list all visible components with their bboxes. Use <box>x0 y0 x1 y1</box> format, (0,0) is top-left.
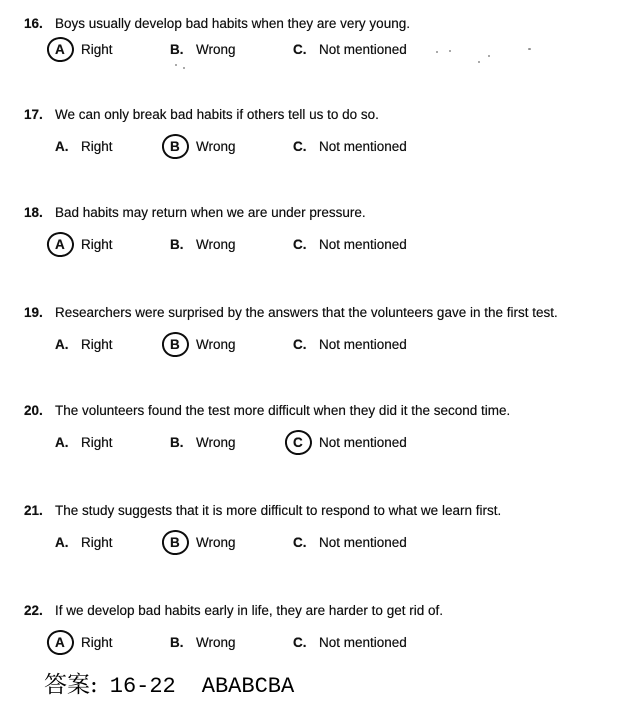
scan-speck <box>488 55 490 57</box>
option-letter-dot: . <box>302 336 307 352</box>
option-b <box>170 237 293 252</box>
option-row <box>0 630 620 654</box>
option-label: Wrong <box>196 434 236 450</box>
option-letter-box <box>55 337 81 352</box>
option-letter: B <box>170 236 180 252</box>
option-letter-box <box>293 237 319 252</box>
option-label: Wrong <box>196 336 236 352</box>
option-letter-box <box>170 435 196 450</box>
option-label: Wrong <box>196 236 236 252</box>
option-b <box>170 337 293 352</box>
option-label: Wrong <box>196 41 236 57</box>
option-letter-dot: . <box>179 434 184 450</box>
question-number: 20. <box>24 403 43 418</box>
option-a <box>55 42 170 57</box>
option-letter-dot: . <box>64 434 69 450</box>
option-letter-box <box>55 435 81 450</box>
scan-speck <box>449 50 451 52</box>
option-label: Right <box>81 236 113 252</box>
option-letter-box <box>55 139 81 154</box>
option-letter: A <box>55 634 65 650</box>
question-block <box>0 303 620 356</box>
option-row <box>0 232 620 256</box>
option-letter: B <box>170 634 180 650</box>
question-title <box>0 203 620 222</box>
question-title <box>0 501 620 520</box>
option-letter-box <box>293 435 319 450</box>
question-block <box>0 105 620 158</box>
question-number: 22. <box>24 603 43 618</box>
option-label: Right <box>81 634 113 650</box>
option-letter-dot: . <box>179 236 184 252</box>
option-letter-dot: . <box>302 236 307 252</box>
option-letter: B <box>170 534 180 550</box>
option-letter-dot: . <box>64 138 69 154</box>
option-row <box>0 37 620 61</box>
option-a <box>55 635 170 650</box>
option-letter: C <box>293 41 303 57</box>
question-text: The study suggests that it is more difficult to respond to what we learn first. <box>55 503 502 518</box>
scan-speck <box>528 48 531 50</box>
option-letter-box <box>55 237 81 252</box>
option-c <box>293 435 620 450</box>
option-c <box>293 535 620 550</box>
answer-prefix-label: 答案: <box>44 672 98 698</box>
option-letter-box <box>170 139 196 154</box>
option-label: Right <box>81 138 113 154</box>
scan-speck <box>183 67 185 69</box>
option-letter-box <box>170 237 196 252</box>
option-label: Right <box>81 336 113 352</box>
option-label: Not mentioned <box>319 236 407 252</box>
question-number: 18. <box>24 205 43 220</box>
question-title <box>0 303 620 322</box>
option-row <box>0 530 620 554</box>
answer-key-letters: ABABCBA <box>201 674 295 699</box>
question-block <box>0 401 620 454</box>
option-a <box>55 435 170 450</box>
answer-line <box>44 666 294 699</box>
option-letter-dot: . <box>302 534 307 550</box>
option-label: Right <box>81 434 113 450</box>
option-letter-box <box>55 535 81 550</box>
question-number: 16. <box>24 16 43 31</box>
option-label: Not mentioned <box>319 138 407 154</box>
option-label: Not mentioned <box>319 434 407 450</box>
option-letter-dot: . <box>179 41 184 57</box>
option-letter-box <box>170 635 196 650</box>
option-letter-dot: . <box>302 138 307 154</box>
option-letter-dot: . <box>179 634 184 650</box>
question-number: 21. <box>24 503 43 518</box>
option-letter-box <box>293 337 319 352</box>
option-letter-box <box>170 42 196 57</box>
option-label: Not mentioned <box>319 41 407 57</box>
scan-speck <box>436 51 438 53</box>
option-letter-box <box>170 535 196 550</box>
option-letter: B <box>170 434 180 450</box>
question-title <box>0 401 620 420</box>
option-a <box>55 337 170 352</box>
option-letter-box <box>293 139 319 154</box>
option-b <box>170 635 293 650</box>
option-b <box>170 435 293 450</box>
option-c <box>293 337 620 352</box>
option-c <box>293 635 620 650</box>
option-letter: C <box>293 434 303 450</box>
question-block <box>0 14 620 61</box>
option-a <box>55 535 170 550</box>
option-a <box>55 237 170 252</box>
option-b <box>170 535 293 550</box>
option-letter-dot: . <box>302 634 307 650</box>
question-block <box>0 501 620 554</box>
option-letter: A <box>55 336 65 352</box>
option-letter: A <box>55 138 65 154</box>
option-label: Wrong <box>196 138 236 154</box>
option-letter-dot: . <box>64 534 69 550</box>
option-row <box>0 134 620 158</box>
option-c <box>293 139 620 154</box>
option-letter: C <box>293 236 303 252</box>
question-number: 17. <box>24 107 43 122</box>
question-title <box>0 14 620 33</box>
option-label: Wrong <box>196 534 236 550</box>
option-c <box>293 237 620 252</box>
option-a <box>55 139 170 154</box>
question-text: We can only break bad habits if others tell us to do so. <box>55 107 379 122</box>
question-text: Bad habits may return when we are under pressure. <box>55 205 366 220</box>
option-letter: C <box>293 138 303 154</box>
option-label: Not mentioned <box>319 634 407 650</box>
question-text: Boys usually develop bad habits when they are very young. <box>55 16 410 31</box>
option-label: Right <box>81 534 113 550</box>
question-text: The volunteers found the test more difficult when they did it the second time. <box>55 403 511 418</box>
question-title <box>0 105 620 124</box>
option-letter-box <box>293 42 319 57</box>
question-text: If we develop bad habits early in life, they are harder to get rid of. <box>55 603 443 618</box>
option-letter-box <box>293 635 319 650</box>
option-label: Not mentioned <box>319 336 407 352</box>
option-letter: A <box>55 534 65 550</box>
option-letter-dot: . <box>64 336 69 352</box>
option-row <box>0 430 620 454</box>
option-label: Right <box>81 41 113 57</box>
option-letter: A <box>55 236 65 252</box>
scan-speck <box>478 61 480 63</box>
option-letter-box <box>55 42 81 57</box>
question-text: Researchers were surprised by the answers that the volunteers gave in the first test. <box>55 305 558 320</box>
question-block <box>0 203 620 256</box>
answer-question-range: 16-22 <box>109 674 176 699</box>
option-label: Wrong <box>196 634 236 650</box>
option-letter: B <box>170 336 180 352</box>
option-letter-box <box>293 535 319 550</box>
option-b <box>170 42 293 57</box>
scan-speck <box>175 64 177 66</box>
option-letter: C <box>293 534 303 550</box>
option-letter: A <box>55 41 65 57</box>
option-letter: A <box>55 434 65 450</box>
option-letter: B <box>170 138 180 154</box>
option-letter: B <box>170 41 180 57</box>
option-letter-box <box>55 635 81 650</box>
question-title <box>0 601 620 620</box>
option-label: Not mentioned <box>319 534 407 550</box>
option-letter-dot: . <box>302 41 307 57</box>
option-letter: C <box>293 634 303 650</box>
option-b <box>170 139 293 154</box>
option-letter: C <box>293 336 303 352</box>
option-letter-box <box>170 337 196 352</box>
question-number: 19. <box>24 305 43 320</box>
question-block <box>0 601 620 654</box>
option-row <box>0 332 620 356</box>
option-c <box>293 42 620 57</box>
